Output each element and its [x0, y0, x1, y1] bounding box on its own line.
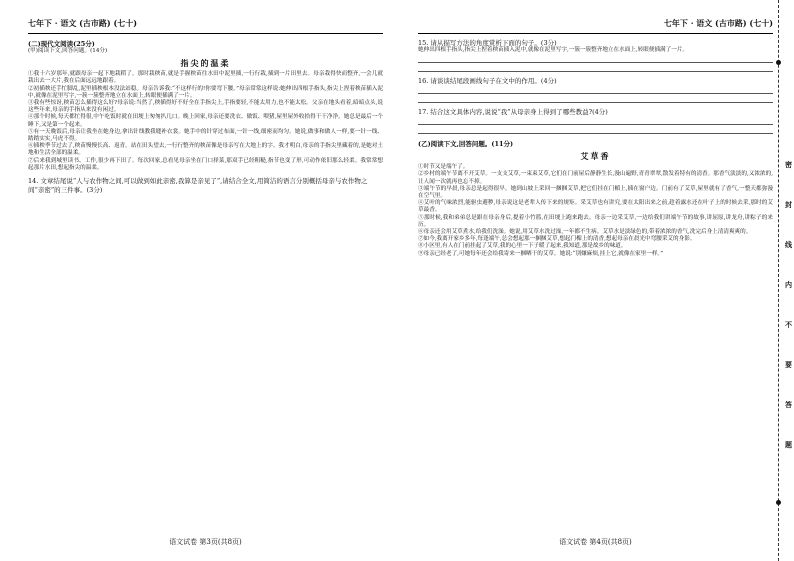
question-15-quote: 她伸出四根手指头,指尖上捏着秧苗插入泥中,就像在泥里写字,一簇一簇整齐地立在水面上,转眼便插满了一片。 [418, 47, 689, 53]
binding-label: 要 [785, 360, 792, 369]
article-title-2: 艾草香 [580, 151, 611, 162]
left-footer: 语文试卷 第3页(共8页) [169, 538, 242, 546]
binding-label: 内 [785, 280, 792, 289]
right-header: 七年下 · 语文 (古市路) (七十) [418, 18, 773, 34]
right-page [418, 18, 773, 553]
answer-line[interactable] [418, 94, 773, 103]
paragraph: ③端午节的早晨,母亲总是起得很早。她到山坡上采回一捆捆艾草,把它们挂在门楣上,插在窗户边。门前有了艾草,屋里就有了香气,一整天都弥漫在空气里。 [418, 185, 773, 200]
paragraph: ①时节又是端午了。 [418, 164, 469, 171]
paragraph: ②乡村的端午节离不开艾草。一支支艾草,一束束艾草,它们在门前屋后静静生长,漫山遍野,青青翠翠,散发着特有的清香。那香气淡淡的,又浓浓的,让人闻一次就再也忘不掉。 [418, 171, 773, 185]
question-14: 14. 文章结尾说“人与农作物之间,可以做到如此亲密,我算是亲见了”,请结合全文,用简洁的语言分别概括母亲与农作物之间“亲密”的三件事。(3分) [28, 177, 368, 195]
answer-line[interactable] [418, 85, 773, 94]
question-15: 15. 请从描写方法的角度赏析下面的句子。(3分) [418, 39, 557, 47]
paragraph: ⑦后来我到城里读书、工作,很少再下田了。每次回家,总看见母亲坐在门口择菜,那双手已经粗糙,指节也变了形,可动作依旧那么轻柔。我常常想起那片水田,想起指尖的温柔。 [28, 157, 383, 171]
binding-label: 密 [785, 160, 792, 169]
paragraph: ③我有些惊讶,秧苗怎么插得这么好?母亲说:当然了,秧插得好不好全在手指尖上,手指要轻,不能太用力,也不能太松。父亲在地头看着,暗暗点头,说这些年来,母亲的手指从来没有闲过。 [28, 100, 383, 114]
paragraph: ⑥母亲还会用艾草煮水,给我们洗澡。她说,用艾草水洗过澡,一年都不生病。艾草水是淡绿色的,带着浓浓的香气,洗完后身上清清爽爽的。 [418, 229, 752, 236]
paragraph: ⑦如今,我离开家乡多年,每逢端午,总会想起那一捆捆艾草,想起门楣上的清香,想起母亲在晨光中弯腰采艾的身影。 [418, 236, 696, 243]
right-footer: 语文试卷 第4页(共8页) [559, 538, 632, 546]
question-16: 16. 请谈谈结尾段画线句子在文中的作用。(4分) [418, 77, 557, 86]
paragraph: ⑨母亲已经老了,可她每年还会给我寄来一捆晒干的艾草。她说:“别嫌麻烦,挂上它,就像在家里一样。” [418, 250, 664, 257]
sub-heading: (甲)阅读下文,回答问题。(14分) [28, 48, 108, 54]
answer-line[interactable] [418, 125, 773, 134]
answer-line[interactable] [418, 116, 773, 125]
answer-line[interactable] [418, 63, 773, 72]
question-17: 17. 结合这文具体内容,说说“我”从母亲身上得到了哪些教益?(4分) [418, 108, 608, 117]
binding-dot [776, 500, 781, 505]
paragraph: ④艾叶的气味浓烈,能驱虫避秽,母亲说这是老辈人传下来的规矩。采艾草也有讲究,要在太阳出来之前,趁着露水还在叶子上的时候去采,那时的艾草最香。 [418, 200, 773, 214]
binding-label: 不 [785, 320, 792, 329]
binding-label: 封 [785, 200, 792, 209]
binding-label: 答 [785, 400, 792, 409]
paragraph: ⑥插秧季节过去了,秧苗慢慢长高、返青。站在田头望去,一行行整齐的秧苗像是母亲写在大地上的字。我才明白,母亲的手指尖里藏着的,是她对土地和生活全部的温柔。 [28, 143, 383, 157]
article-title: 指尖的温柔 [180, 58, 231, 69]
binding-dot [776, 60, 781, 65]
sub-heading-2: (乙)阅读下文,回答问题。(11分) [418, 140, 514, 149]
paragraph: ⑧小区里,有人在门前挂起了艾草,我的心里一下子暖了起来,我知道,那是故乡的味道。 [418, 243, 627, 250]
section-heading: (二)现代文阅读(25分) [28, 40, 95, 48]
paragraph: ⑤有一天晚饭后,母亲让我坐在她身边,拿出针线教我缝补衣裳。她手中的针穿过布面,一针一线,细密而均匀。她说,做事和做人一样,要一针一线、踏踏实实,马虎不得。 [28, 128, 383, 143]
paragraph: ②初插秧还手忙脚乱,泥里插秧根本没法站稳。母亲告诉我:“不这样行的!你要弯下腰。”母亲常常这样说:她伸出四根手指头,指尖上捏着秧苗插入泥中,就像在泥里写字,一簇一簇整齐地立在水面上,转眼便插满了一片。 [28, 85, 383, 99]
paragraph: ①我十六岁那年,就跟母亲一起下地栽稻了。那时栽秧苗,就是手握秧苗往水田中泥里插,一行行栽,插到一片田里去。母亲栽得快而整齐,一会儿就栽出去一大片,我在后面远远地跟着。 [28, 71, 383, 85]
binding-label: 题 [785, 440, 792, 449]
left-page [28, 18, 383, 553]
left-header: 七年下 · 语文 (古市路) (七十) [28, 18, 383, 34]
paragraph: ④那个时候,每天都忙得很,中午吃饭时就在田埂上匆匆扒几口。晚上回家,母亲还要洗衣、做饭、喂猪,屋里屋外收拾得干干净净。她总是最后一个睡下,又是第一个起来。 [28, 114, 383, 128]
paragraph: ⑤那时候,我和弟弟总是跟在母亲身后,提着小竹篮,在田埂上跑来跑去。母亲一边采艾草,一边给我们讲端午节的故事,讲屈原,讲龙舟,讲粽子的来历。 [418, 214, 773, 228]
binding-line [778, 0, 780, 561]
binding-label: 线 [785, 240, 792, 249]
answer-line[interactable] [418, 54, 773, 63]
